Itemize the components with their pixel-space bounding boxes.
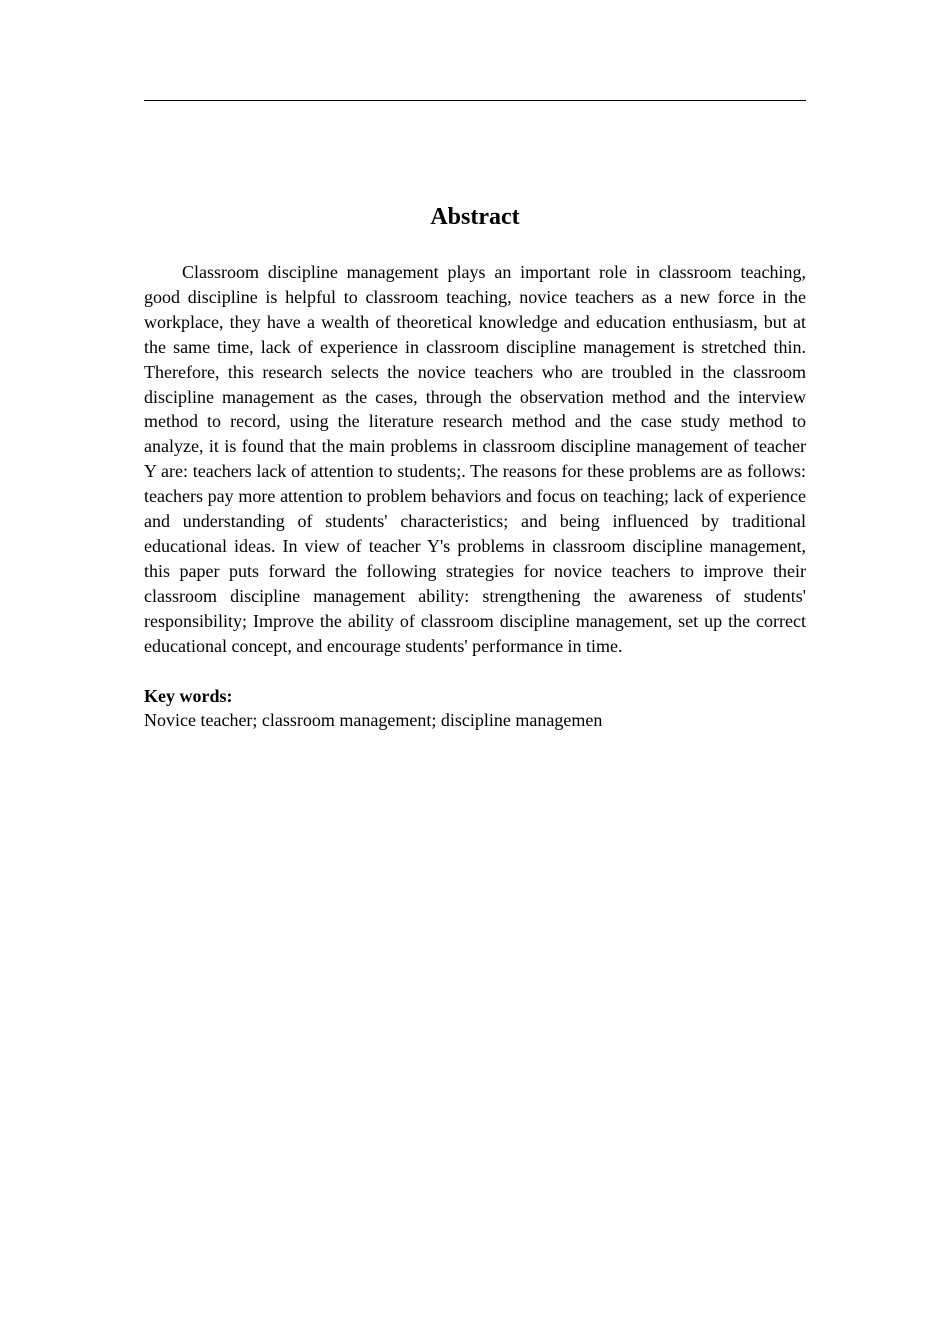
keywords-list: Novice teacher; classroom management; discipline managemen <box>144 710 603 731</box>
page-title: Abstract <box>430 204 520 230</box>
keywords-heading: Key words: <box>144 685 233 706</box>
abstract-paragraph: Classroom discipline management plays an important role in classroom teaching, good discipline is helpful to classroom teaching, novice teachers as a new force in the workplace, they have a wealth of theoretical knowledge and education enthusiasm, but at the same time, lack of experience in classroom discipline management is stretched thin. Therefore, this research selects the novice teachers who are troubled in the classroom discipline management as the cases, through the observation method and the interview method to record, using the literature research method and the case study method to analyze, it is found that the main problems in classroom discipline management of teacher Y are: teachers lack of attention to students;. The reasons for these problems are as follows: teachers pay more attention to problem behaviors and focus on teaching; lack of experience and understanding of students' characteristics; and being influenced by traditional educational ideas. In view of teacher Y's problems in classroom discipline management, this paper puts forward the following strategies for novice teachers to improve their classroom discipline management ability: strengthening the awareness of students' responsibility; Improve the ability of classroom discipline management, set up the correct educational concept, and encourage students' performance in time. <box>144 262 806 656</box>
abstract-page <box>144 200 806 733</box>
header-rule <box>144 100 806 101</box>
